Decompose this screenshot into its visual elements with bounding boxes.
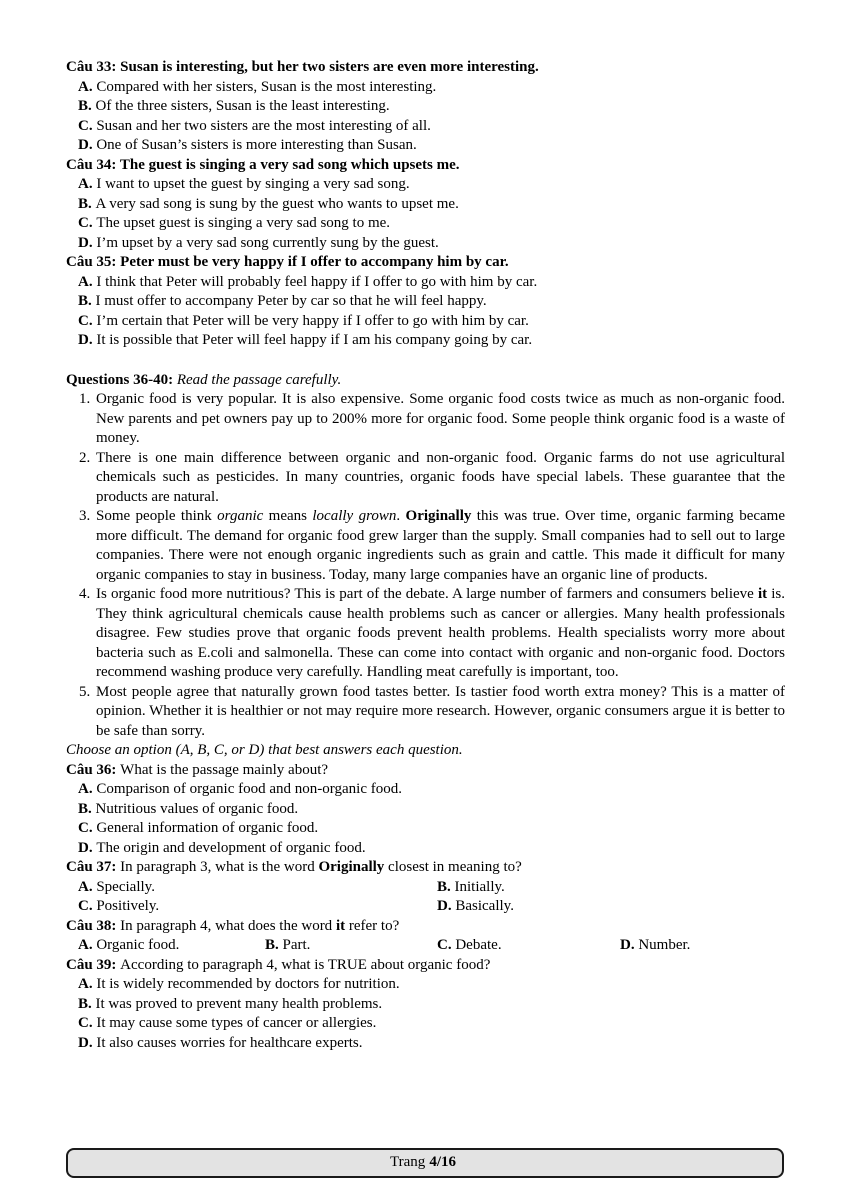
option-text: Compared with her sisters, Susan is the most interesting. [96,78,437,95]
question-label: Câu 36: [66,761,121,778]
passage-paragraph [66,390,785,449]
option-text: Of the three sisters, Susan is the least interesting. [95,98,390,114]
options-group [66,936,785,956]
answer-option [78,819,785,839]
question-header [66,956,785,976]
option-text: It was proved to prevent many health problems. [95,995,383,1012]
options-group [66,878,785,917]
option-text: It may cause some types of cancer or allergies. [96,1015,377,1031]
text-segment: . [396,508,406,524]
answer-option [78,1034,785,1054]
reading-heading-instruction: Read the passage carefully. [176,371,342,388]
footer-page-number: 4/16 [429,1154,456,1171]
answer-option [78,273,785,293]
passage-paragraph [66,507,785,585]
answer-option [78,800,785,820]
text-segment: refer to? [345,917,400,934]
option-text: Nutritious values of organic food. [95,800,299,817]
option-letter: C. [78,898,97,914]
options-group [66,780,785,858]
choose-option-instruction: Choose an option (A, B, C, or D) that best answers each question. [66,742,463,758]
paragraph-number: 4. [79,586,91,602]
option-letter: A. [78,273,97,290]
answer-option [78,175,785,195]
question-label: Câu 35: [66,254,121,270]
text-segment: In paragraph 3, what is the word [120,859,319,875]
options-group [66,975,785,1053]
question-header [66,917,785,937]
option-text: I’m certain that Peter will be very happy if I offer to go with him by car. [96,312,529,329]
answer-option [78,897,437,917]
answer-option [437,878,785,898]
answer-option [78,292,785,312]
reading-heading-label: Questions 36-40: [66,371,174,388]
answer-option [78,975,785,995]
question-header [66,156,785,176]
answer-option [78,839,785,859]
option-letter: D. [78,332,97,348]
question-label: Câu 33: [66,59,121,75]
options-group [66,273,785,351]
text-segment: Originally [405,508,472,524]
option-letter: A. [78,976,97,992]
reading-section-heading [66,371,785,391]
option-text: It is widely recommended by doctors for nutrition. [96,976,400,992]
text-segment: In paragraph 4, what does the word [120,917,336,934]
text-segment: it [335,917,346,934]
text-segment: Organic food is very popular. It is also expensive. Some organic food costs twice as much as non-organic food. New parents and pet owners pay up to 200% more for organic food. Some people think organic food is a waste of money. [96,391,785,446]
text-segment: Originally [318,859,385,875]
option-text: Specially. [96,878,155,895]
questions-36-39-section [66,761,785,1054]
option-text: I think that Peter will probably feel happy if I offer to go with him by car. [96,273,538,290]
option-text: The upset guest is singing a very sad song to me. [96,215,391,231]
answer-option [437,936,620,956]
paragraph-number: 1. [79,391,91,407]
answer-option [437,897,785,917]
option-letter: B. [437,878,455,895]
option-letter: C. [78,1015,97,1031]
option-text: Organic food. [96,937,180,953]
option-letter: A. [78,878,97,895]
answer-option [78,214,785,234]
option-letter: D. [78,1034,97,1051]
option-letter: D. [437,898,456,914]
page-footer [66,1148,784,1178]
option-text: It also causes worries for healthcare experts. [96,1034,363,1051]
answer-option [78,995,785,1015]
paragraph-number: 2. [79,449,91,466]
text-segment: means [263,508,313,524]
question-header [66,761,785,781]
answer-option [78,97,785,117]
question-label: Câu 37: [66,859,121,875]
option-text: I’m upset by a very sad song currently sung by the guest. [96,234,439,251]
answer-option [78,331,785,351]
reading-passage [66,390,785,741]
text-segment: organic [217,508,264,524]
option-letter: A. [78,937,97,953]
text-segment: The guest is singing a very sad song which upsets me. [119,156,460,173]
option-text: Debate. [455,937,502,953]
question-header [66,858,785,878]
text-segment: What is the passage mainly about? [120,761,329,778]
option-text: Positively. [96,898,160,914]
text-segment: Is organic food more nutritious? This is part of the debate. A large number of farmers and consumers believe [96,586,758,602]
question-label: Câu 39: [66,956,121,973]
text-segment: this was true. Over time, organic farming became more difficult. The demand for organic food grew larger than the supply. Small companies had to sell out to large companies. There were not enough organic ingredients such as grain and cattle. This made it difficult for many organic companies to stay in business. Today, many large companies have an organic line of products. [96,508,785,583]
answer-option [78,780,785,800]
questions-33-35-section [66,58,785,351]
answer-option [78,1014,785,1034]
option-text: The origin and development of organic food. [96,839,366,856]
question-header [66,253,785,273]
option-letter: C. [78,820,97,836]
text-segment: it [757,586,768,602]
question-label: Câu 38: [66,917,121,934]
option-text: Initially. [454,878,505,895]
option-text: Number. [638,937,691,953]
option-letter: B. [265,937,283,953]
answer-option [78,117,785,137]
option-letter: D. [78,839,97,856]
text-segment: Some people think [96,508,218,524]
paragraph-number: 5. [79,683,91,700]
option-text: Part. [282,937,311,953]
option-letter: B. [78,98,96,114]
answer-option [78,136,785,156]
option-letter: A. [78,176,97,192]
text-segment: Peter must be very happy if I offer to accompany him by car. [120,254,509,270]
option-letter: D. [78,234,97,251]
option-letter: D. [78,137,97,153]
answer-option [265,936,437,956]
option-letter: B. [78,195,96,212]
option-text: One of Susan’s sisters is more interesting than Susan. [96,137,417,153]
passage-paragraph [66,585,785,683]
answer-option [78,878,437,898]
page-content [66,58,785,1053]
options-group [66,175,785,253]
option-letter: C. [78,117,97,134]
question-label: Câu 34: [66,156,120,173]
paragraph-number: 3. [79,508,91,524]
text-segment: locally grown [312,508,397,524]
passage-paragraph [66,449,785,508]
option-letter: D. [620,937,639,953]
text-segment: Susan is interesting, but her two sisters are even more interesting. [120,59,539,75]
answer-option [620,936,785,956]
option-text: It is possible that Peter will feel happy if I am his company going by car. [96,332,533,348]
text-segment: Most people agree that naturally grown food tastes better. Is tastier food worth extra money? This is a matter of opinion. Whether it is healthier or not may require more research. However, organic consumers argue it is better to be safe than sorry. [96,683,785,739]
question-header [66,58,785,78]
option-text: Basically. [455,898,514,914]
option-letter: B. [78,800,96,817]
answer-option [78,234,785,254]
answer-option [78,195,785,215]
option-text: General information of organic food. [96,820,319,836]
option-text: Comparison of organic food and non-organic food. [96,781,402,797]
text-segment: is. They think agricultural chemicals cause health problems such as cancer or allergies. Many health professionals disagree. Few studies prove that organic foods prevent health problems. Health specialists worry more about bacteria such as E.coli and salmonella. These can come into contact with organic and non-organic food. Doctors recommend washing produce very carefully. Handling meat carefully is important, too. [96,586,785,680]
options-group [66,78,785,156]
footer-label: Trang [390,1154,426,1171]
text-segment: closest in meaning to? [384,859,522,875]
option-text: I want to upset the guest by singing a very sad song. [96,176,410,192]
passage-paragraph [66,683,785,742]
option-letter: C. [78,215,97,231]
text-segment: According to paragraph 4, what is TRUE about organic food? [120,956,491,973]
option-letter: B. [78,293,96,309]
answer-option [78,936,265,956]
option-letter: A. [78,781,97,797]
option-letter: C. [78,312,97,329]
option-letter: B. [78,995,96,1012]
option-letter: A. [78,78,97,95]
option-text: Susan and her two sisters are the most interesting of all. [96,117,431,134]
option-text: A very sad song is sung by the guest who wants to upset me. [95,195,459,212]
option-text: I must offer to accompany Peter by car so that he will feel happy. [95,293,487,309]
text-segment: There is one main difference between organic and non-organic food. Organic farms do not use agricultural chemicals such as pesticides. In many countries, organic foods have special labels. These guarantee that the products are natural. [96,449,785,505]
option-letter: C. [437,937,456,953]
answer-option [78,312,785,332]
answer-option [78,78,785,98]
